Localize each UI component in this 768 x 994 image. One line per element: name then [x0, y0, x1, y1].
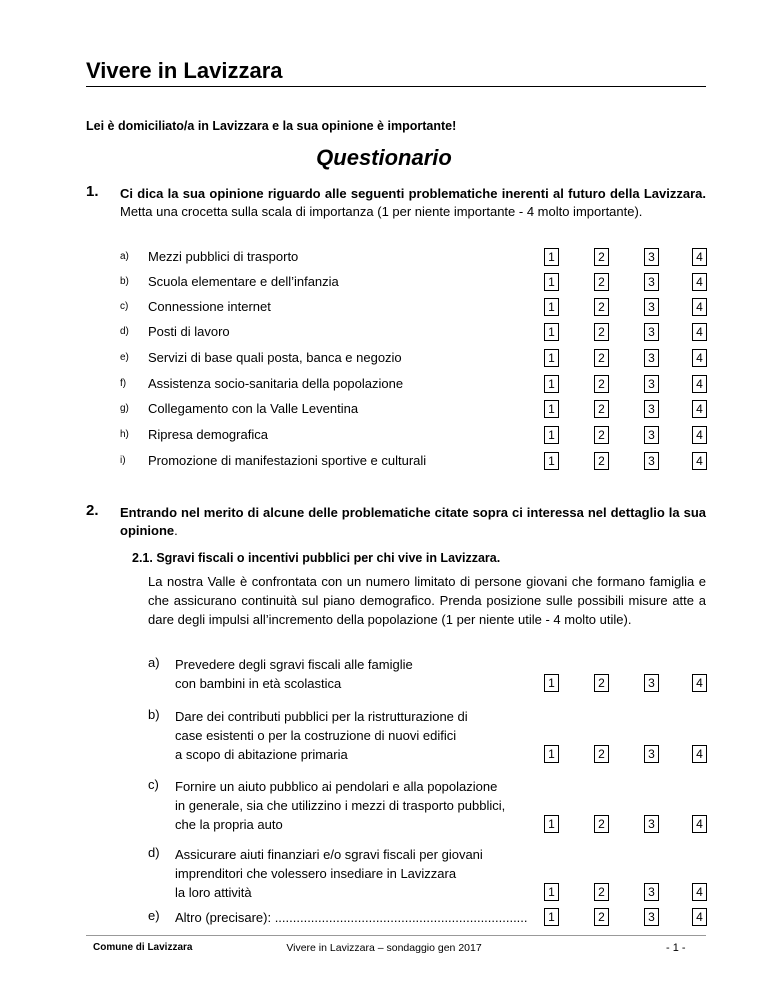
- q1-item-letter: b): [120, 276, 129, 287]
- rating-box-4[interactable]: 4: [692, 298, 707, 316]
- rating-box-2[interactable]: 2: [594, 452, 609, 470]
- q2-item-label-line: con bambini in età scolastica: [175, 676, 342, 691]
- rating-scale: [544, 883, 706, 901]
- q1-item-label: Assistenza socio-sanitaria della popolazione: [148, 376, 404, 391]
- rating-box-3[interactable]: 3: [644, 323, 659, 341]
- q2-item-letter: b): [148, 707, 160, 722]
- rating-scale: [544, 273, 706, 291]
- rating-box-3[interactable]: 3: [644, 375, 659, 393]
- q2-item-label-line: Altro (precisare): ......................................................................: [175, 910, 528, 925]
- rating-box-4[interactable]: 4: [692, 400, 707, 418]
- rating-box-3[interactable]: 3: [644, 908, 659, 926]
- q1-item-label: Connessione internet: [148, 299, 271, 314]
- q1-item-row: [120, 452, 706, 472]
- rating-scale: [544, 400, 706, 418]
- q2-item-label-line: case esistenti o per la costruzione di nuovi edifici: [175, 728, 457, 743]
- q1-item-label: Collegamento con la Valle Leventina: [148, 401, 359, 416]
- rating-box-1[interactable]: 1: [544, 375, 559, 393]
- q2-item-label: [175, 777, 505, 834]
- q1-item-row: [120, 273, 706, 293]
- q1-item-label: Promozione di manifestazioni sportive e culturali: [148, 453, 427, 468]
- rating-scale: [544, 674, 706, 692]
- q1-item-row: [120, 248, 706, 268]
- rating-box-1[interactable]: 1: [544, 452, 559, 470]
- rating-box-3[interactable]: 3: [644, 452, 659, 470]
- rating-box-1[interactable]: 1: [544, 426, 559, 444]
- rating-box-2[interactable]: 2: [594, 323, 609, 341]
- q1-item-label: Servizi di base quali posta, banca e negozio: [148, 350, 402, 365]
- q1-item-label: Ripresa demografica: [148, 427, 268, 442]
- rating-box-1[interactable]: 1: [544, 883, 559, 901]
- q2-item-label: [175, 707, 468, 764]
- rating-box-3[interactable]: 3: [644, 426, 659, 444]
- question-2-text-end: .: [174, 523, 178, 538]
- rating-scale: [544, 248, 706, 266]
- q1-item-label: Posti di lavoro: [148, 324, 230, 339]
- rating-box-3[interactable]: 3: [644, 349, 659, 367]
- q2-item-letter: d): [148, 845, 160, 860]
- q1-item-letter: i): [120, 455, 126, 466]
- q1-item-label: Mezzi pubblici di trasporto: [148, 249, 299, 264]
- document-title: Vivere in Lavizzara: [86, 58, 706, 87]
- rating-box-4[interactable]: 4: [692, 375, 707, 393]
- q2-item-label-line: la loro attività: [175, 885, 252, 900]
- rating-scale: [544, 323, 706, 341]
- rating-box-2[interactable]: 2: [594, 273, 609, 291]
- rating-box-2[interactable]: 2: [594, 248, 609, 266]
- rating-box-3[interactable]: 3: [644, 745, 659, 763]
- rating-box-2[interactable]: 2: [594, 883, 609, 901]
- q1-item-row: [120, 323, 706, 343]
- question-1-text-rest: Metta una crocetta sulla scala di importanza (1 per niente importante - 4 molto importante).: [120, 204, 643, 219]
- rating-box-2[interactable]: 2: [594, 908, 609, 926]
- question-2-text-bold: Entrando nel merito di alcune delle problematiche citate sopra ci interessa nel dettaglio la sua opinione: [120, 505, 706, 538]
- question-2-number: 2.: [86, 502, 99, 519]
- q2-item-letter: c): [148, 777, 159, 792]
- rating-box-4[interactable]: 4: [692, 815, 707, 833]
- rating-scale: [544, 375, 706, 393]
- question-2-text: [120, 504, 706, 540]
- rating-box-4[interactable]: 4: [692, 745, 707, 763]
- rating-box-1[interactable]: 1: [544, 674, 559, 692]
- rating-scale: [544, 908, 706, 926]
- q2-item-label-line: che la propria auto: [175, 817, 283, 832]
- rating-box-2[interactable]: 2: [594, 745, 609, 763]
- rating-box-1[interactable]: 1: [544, 400, 559, 418]
- q1-item-letter: h): [120, 429, 129, 440]
- q2-item-letter: e): [148, 908, 160, 923]
- q1-item-letter: g): [120, 403, 129, 414]
- footer-divider: [86, 935, 706, 936]
- q2-item-label: [175, 908, 528, 927]
- subsection-heading: 2.1. Sgravi fiscali o incentivi pubblici per chi vive in Lavizzara.: [132, 551, 501, 565]
- q1-item-row: [120, 349, 706, 369]
- rating-box-1[interactable]: 1: [544, 273, 559, 291]
- q1-item-label: Scuola elementare e dell’infanzia: [148, 274, 339, 289]
- q1-item-row: [120, 400, 706, 420]
- q2-item-label-line: a scopo di abitazione primaria: [175, 747, 348, 762]
- question-1-text-bold: Ci dica la sua opinione riguardo alle seguenti problematiche inerenti al futuro della Lavizzara.: [120, 186, 706, 201]
- rating-box-3[interactable]: 3: [644, 298, 659, 316]
- rating-box-4[interactable]: 4: [692, 674, 707, 692]
- rating-box-3[interactable]: 3: [644, 248, 659, 266]
- question-1-text: [120, 185, 706, 221]
- rating-box-2[interactable]: 2: [594, 426, 609, 444]
- rating-box-3[interactable]: 3: [644, 400, 659, 418]
- rating-box-1[interactable]: 1: [544, 298, 559, 316]
- rating-box-2[interactable]: 2: [594, 298, 609, 316]
- q1-item-letter: e): [120, 352, 129, 363]
- footer-center: Vivere in Lavizzara – sondaggio gen 2017: [286, 942, 482, 954]
- rating-box-4[interactable]: 4: [692, 273, 707, 291]
- q2-item-label: [175, 655, 413, 693]
- rating-box-2[interactable]: 2: [594, 815, 609, 833]
- rating-box-4[interactable]: 4: [692, 452, 707, 470]
- q1-item-row: [120, 426, 706, 446]
- rating-box-2[interactable]: 2: [594, 400, 609, 418]
- q2-item-label-line: imprenditori che volessero insediare in Lavizzara: [175, 866, 457, 881]
- q1-item-letter: f): [120, 378, 127, 389]
- question-1-number: 1.: [86, 183, 99, 200]
- q2-item-label-line: Prevedere degli sgravi fiscali alle famiglie: [175, 657, 413, 672]
- rating-box-1[interactable]: 1: [544, 248, 559, 266]
- footer-left: Comune di Lavizzara: [93, 942, 193, 953]
- q2-item-label-line: Fornire un aiuto pubblico ai pendolari e alla popolazione: [175, 779, 498, 794]
- rating-box-1[interactable]: 1: [544, 745, 559, 763]
- q1-item-row: [120, 298, 706, 318]
- rating-scale: [544, 815, 706, 833]
- rating-box-2[interactable]: 2: [594, 349, 609, 367]
- rating-box-4[interactable]: 4: [692, 248, 707, 266]
- rating-box-1[interactable]: 1: [544, 349, 559, 367]
- rating-box-4[interactable]: 4: [692, 908, 707, 926]
- questionnaire-title: Questionario: [316, 145, 452, 170]
- q2-item-label-line: Assicurare aiuti finanziari e/o sgravi fiscali per giovani: [175, 847, 483, 862]
- rating-scale: [544, 349, 706, 367]
- rating-scale: [544, 452, 706, 470]
- rating-box-2[interactable]: 2: [594, 674, 609, 692]
- q1-item-row: [120, 375, 706, 395]
- rating-box-4[interactable]: 4: [692, 883, 707, 901]
- subsection-text: La nostra Valle è confrontata con un numero limitato di persone giovani che formano famiglia e che assicurano continuità sul piano demografico. Prenda posizione sulle possibili misure atte a dare degli impulsi all’incremento della popolazione (1 per niente utile - 4 molto utile).: [148, 574, 706, 627]
- q2-item-label: [175, 845, 483, 902]
- rating-box-4[interactable]: 4: [692, 426, 707, 444]
- rating-box-3[interactable]: 3: [644, 273, 659, 291]
- rating-box-2[interactable]: 2: [594, 375, 609, 393]
- rating-scale: [544, 745, 706, 763]
- rating-box-1[interactable]: 1: [544, 323, 559, 341]
- rating-scale: [544, 426, 706, 444]
- rating-box-1[interactable]: 1: [544, 815, 559, 833]
- q2-item-label-line: Dare dei contributi pubblici per la ristrutturazione di: [175, 709, 468, 724]
- rating-box-4[interactable]: 4: [692, 349, 707, 367]
- q1-item-letter: d): [120, 326, 129, 337]
- footer-page-number: - 1 -: [666, 942, 686, 954]
- q2-item-letter: a): [148, 655, 160, 670]
- q1-item-letter: c): [120, 301, 129, 312]
- rating-box-1[interactable]: 1: [544, 908, 559, 926]
- rating-box-3[interactable]: 3: [644, 883, 659, 901]
- q1-item-letter: a): [120, 251, 129, 262]
- rating-box-3[interactable]: 3: [644, 815, 659, 833]
- rating-scale: [544, 298, 706, 316]
- rating-box-3[interactable]: 3: [644, 674, 659, 692]
- intro-text: Lei è domiciliato/a in Lavizzara e la sua opinione è importante!: [86, 119, 457, 133]
- rating-box-4[interactable]: 4: [692, 323, 707, 341]
- q2-item-label-line: in generale, sia che utilizzino i mezzi di trasporto pubblici,: [175, 798, 506, 813]
